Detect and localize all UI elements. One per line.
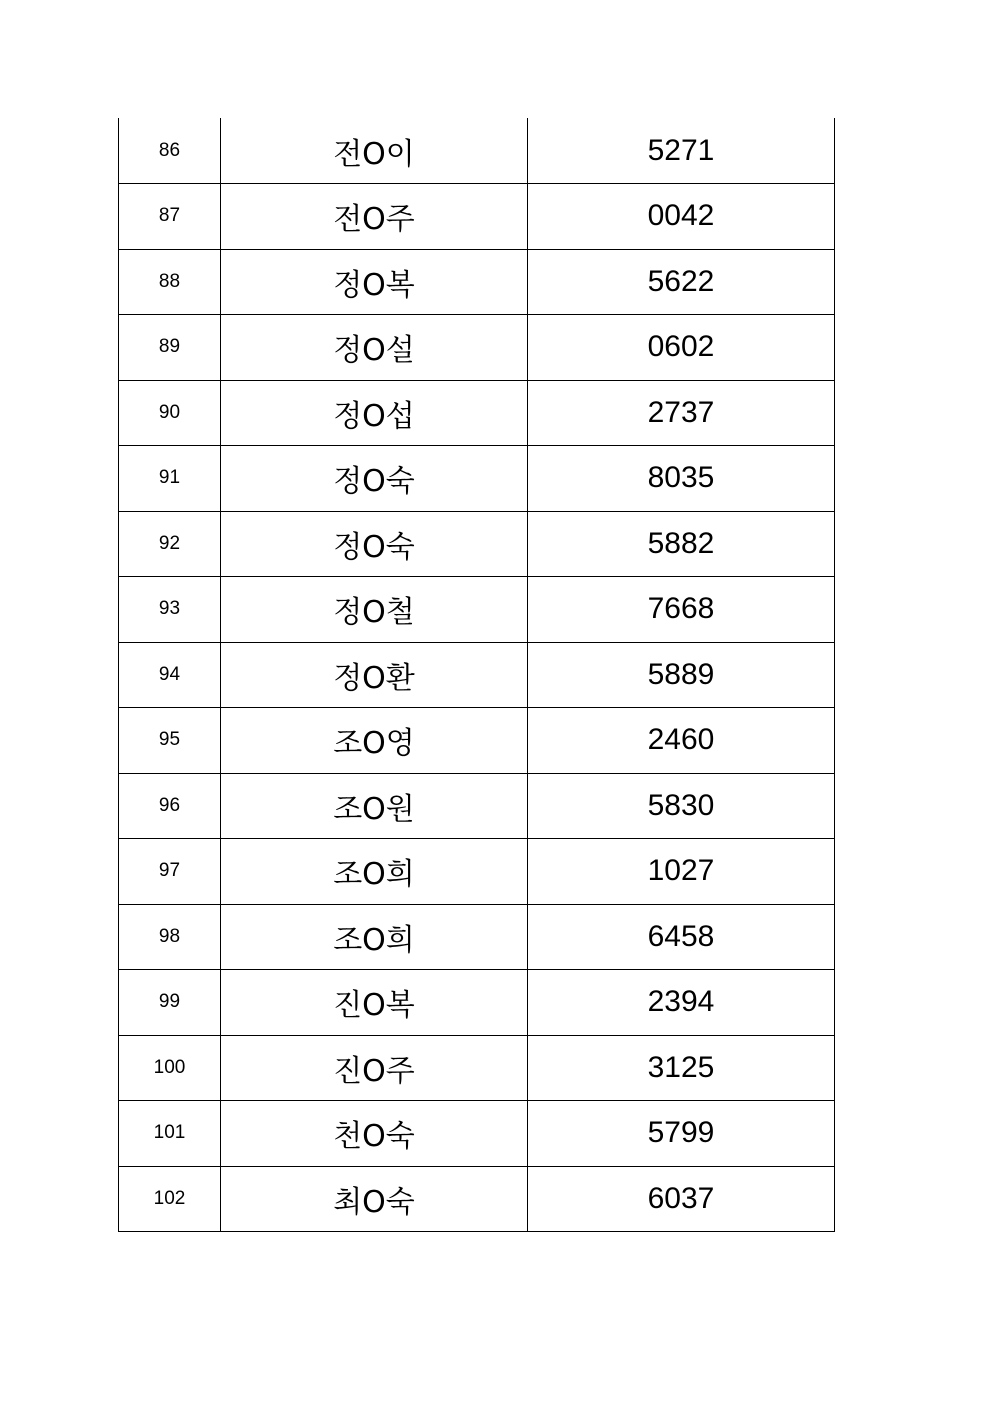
table-row xyxy=(119,511,835,577)
row-number-cell: 87 xyxy=(119,184,221,250)
table-row xyxy=(119,315,835,381)
row-number-cell: 94 xyxy=(119,642,221,708)
masked-name-cell: 조O영 xyxy=(221,708,528,774)
code-number-cell: 5799 xyxy=(528,1101,835,1167)
code-number-cell: 5622 xyxy=(528,249,835,315)
table-row xyxy=(119,577,835,643)
masked-name-cell: 진O주 xyxy=(221,1035,528,1101)
code-number-cell: 7668 xyxy=(528,577,835,643)
row-number-cell: 99 xyxy=(119,970,221,1036)
code-number-cell: 3125 xyxy=(528,1035,835,1101)
code-number-cell: 1027 xyxy=(528,839,835,905)
masked-name-cell: 정O설 xyxy=(221,315,528,381)
code-number-cell: 5889 xyxy=(528,642,835,708)
code-number-cell: 6037 xyxy=(528,1166,835,1232)
table-row xyxy=(119,904,835,970)
table-row xyxy=(119,249,835,315)
row-number-cell: 92 xyxy=(119,511,221,577)
masked-name-cell: 정O철 xyxy=(221,577,528,643)
masked-name-cell: 정O섭 xyxy=(221,380,528,446)
masked-name-cell: 정O숙 xyxy=(221,511,528,577)
code-number-cell: 8035 xyxy=(528,446,835,512)
row-number-cell: 100 xyxy=(119,1035,221,1101)
table-row xyxy=(119,1166,835,1232)
row-number-cell: 102 xyxy=(119,1166,221,1232)
roster-table xyxy=(118,118,835,1232)
masked-name-cell: 정O환 xyxy=(221,642,528,708)
table-row xyxy=(119,708,835,774)
code-number-cell: 5882 xyxy=(528,511,835,577)
masked-name-cell: 조O희 xyxy=(221,839,528,905)
table-row xyxy=(119,184,835,250)
roster-table-body xyxy=(119,118,835,1232)
row-number-cell: 95 xyxy=(119,708,221,774)
table-row xyxy=(119,970,835,1036)
table-row xyxy=(119,380,835,446)
code-number-cell: 0042 xyxy=(528,184,835,250)
table-row xyxy=(119,839,835,905)
masked-name-cell: 진O복 xyxy=(221,970,528,1036)
code-number-cell: 2394 xyxy=(528,970,835,1036)
row-number-cell: 88 xyxy=(119,249,221,315)
row-number-cell: 98 xyxy=(119,904,221,970)
row-number-cell: 96 xyxy=(119,773,221,839)
table-row xyxy=(119,1101,835,1167)
table-row xyxy=(119,118,835,184)
code-number-cell: 5830 xyxy=(528,773,835,839)
table-row xyxy=(119,446,835,512)
code-number-cell: 2460 xyxy=(528,708,835,774)
code-number-cell: 0602 xyxy=(528,315,835,381)
row-number-cell: 101 xyxy=(119,1101,221,1167)
row-number-cell: 91 xyxy=(119,446,221,512)
code-number-cell: 6458 xyxy=(528,904,835,970)
masked-name-cell: 천O숙 xyxy=(221,1101,528,1167)
masked-name-cell: 정O복 xyxy=(221,249,528,315)
table-row xyxy=(119,773,835,839)
code-number-cell: 5271 xyxy=(528,118,835,184)
masked-name-cell: 전O주 xyxy=(221,184,528,250)
code-number-cell: 2737 xyxy=(528,380,835,446)
masked-name-cell: 조O원 xyxy=(221,773,528,839)
row-number-cell: 90 xyxy=(119,380,221,446)
masked-name-cell: 정O숙 xyxy=(221,446,528,512)
row-number-cell: 93 xyxy=(119,577,221,643)
table-row xyxy=(119,642,835,708)
masked-name-cell: 최O숙 xyxy=(221,1166,528,1232)
row-number-cell: 86 xyxy=(119,118,221,184)
row-number-cell: 89 xyxy=(119,315,221,381)
row-number-cell: 97 xyxy=(119,839,221,905)
masked-name-cell: 전O이 xyxy=(221,118,528,184)
table-row xyxy=(119,1035,835,1101)
masked-name-cell: 조O희 xyxy=(221,904,528,970)
